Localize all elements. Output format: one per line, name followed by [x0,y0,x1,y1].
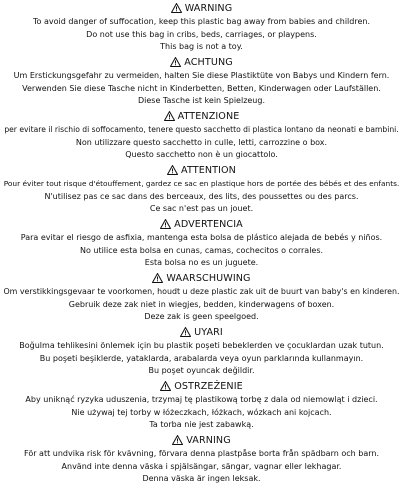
warning-line: Ce sac n'est pas un jouet. [149,204,254,214]
warning-line: Om verstikkingsgevaar te voorkomen, houdt u deze plastic zak uit de buurt van baby's en kinderen. [3,287,400,296]
warning-heading [0,380,403,394]
warning-triangle-icon [167,165,178,175]
warning-line: Boğulma tehlikesini önlemek için bu plastik poşeti bebeklerden ve çocuklardan uzak tutun. [19,341,384,350]
warning-heading [0,272,403,286]
warning-line: N'utilisez pas ce sac dans des berceaux, des lits, des poussettes ou des parcs. [44,191,359,201]
warning-line: Bu poşeti beşiklerde, yataklarda, arabalarda veya oyun parklarında kullanmayın. [39,353,364,363]
warning-line: Para evitar el riesgo de asfixia, mantenga esta bolsa de plástico alejada de bebés y niños. [20,233,383,242]
warning-line: Ta torba nie jest zabawką. [149,420,254,430]
warning-block-tr [0,326,403,380]
warning-triangle-icon [164,111,175,121]
warning-triangle-icon [172,435,183,445]
warning-line: Aby uniknąć ryzyka uduszenia, trzymaj tę plastikową torbę z dala od niemowląt i dzieci. [25,395,378,404]
warning-heading-text: OSTRZEŻENIE [174,381,243,392]
warning-line: per evitare il rischio di soffocamento, tenere questo sacchetto di plastica lontano da neonati e bambini. [4,125,399,134]
warning-heading-text: VARNING [186,435,231,446]
warning-block-de [0,56,403,110]
warning-heading-text: ATTENTION [181,165,236,176]
warning-heading [0,110,403,124]
warning-line: Denna väska är ingen leksak. [142,474,261,484]
warning-line: Nie używaj tej torby w łóżeczkach, łóżkach, wózkach ani kojcach. [71,407,332,417]
warning-triangle-icon [180,327,191,337]
warning-line: Deze zak is geen speelgoed. [144,312,259,322]
warning-heading [0,56,403,70]
warning-block-sv [0,434,403,488]
warning-heading-text: ATTENZIONE [177,111,240,122]
warning-line: This bag is not a toy. [160,42,243,52]
warning-triangle-icon [160,219,171,229]
warning-heading-text: WAARSCHUWING [166,273,251,284]
warning-heading-text: ADVERTENCIA [174,219,243,230]
warning-line: Do not use this bag in cribs, beds, carriages, or playpens. [86,29,317,39]
warning-line: Diese Tasche ist kein Spielzeug. [137,96,265,106]
warning-line: Verwenden Sie diese Tasche nicht in Kinderbetten, Betten, Kinderwagen oder Laufställen. [22,83,381,93]
warning-line: No utilice esta bolsa en cunas, camas, cochecitos o corrales. [79,245,324,255]
warning-heading [0,218,403,232]
warning-block-it [0,110,403,164]
warning-triangle-icon [170,57,181,67]
warning-block-es [0,218,403,272]
warning-line: Questo sacchetto non è un giocattolo. [125,150,278,160]
warning-heading [0,434,403,448]
warning-line: Non utilizzare questo sacchetto in culle, letti, carrozzine o box. [75,137,328,147]
warning-line: Använd inte denna väska i spjälsängar, sängar, vagnar eller lekhagar. [61,461,342,471]
warning-heading [0,2,403,16]
warning-line: Pour éviter tout risque d'étouffement, gardez ce sac en plastique hors de portée des bébés et des enfants. [3,179,400,188]
warning-block-fr [0,164,403,218]
warning-triangle-icon [171,3,182,13]
warning-heading [0,326,403,340]
warning-heading-text: WARNING [184,3,233,14]
warning-heading-text: ACHTUNG [184,57,233,68]
warning-heading-text: UYARI [194,327,223,338]
warning-line: För att undvika risk för kvävning, förvara denna plastpåse borta från spädbarn och barn. [24,449,379,458]
warning-triangle-icon [160,381,171,391]
warning-triangle-icon [152,273,163,283]
warning-line: Gebruik deze zak niet in wiegjes, bedden, kinderwagens of boxen. [68,299,335,309]
warning-line: Um Erstickungsgefahr zu vermeiden, halten Sie diese Plastiktüte von Babys und Kindern fern. [13,71,390,80]
warning-heading [0,164,403,178]
warning-line: Bu poşet oyuncak değildir. [148,366,255,376]
warning-block-en [0,2,403,56]
warning-line: To avoid danger of suffocation, keep this plastic bag away from babies and children. [33,17,370,26]
warning-line: Esta bolsa no es un juguete. [144,258,259,268]
warning-block-nl [0,272,403,326]
warning-block-pl [0,380,403,434]
